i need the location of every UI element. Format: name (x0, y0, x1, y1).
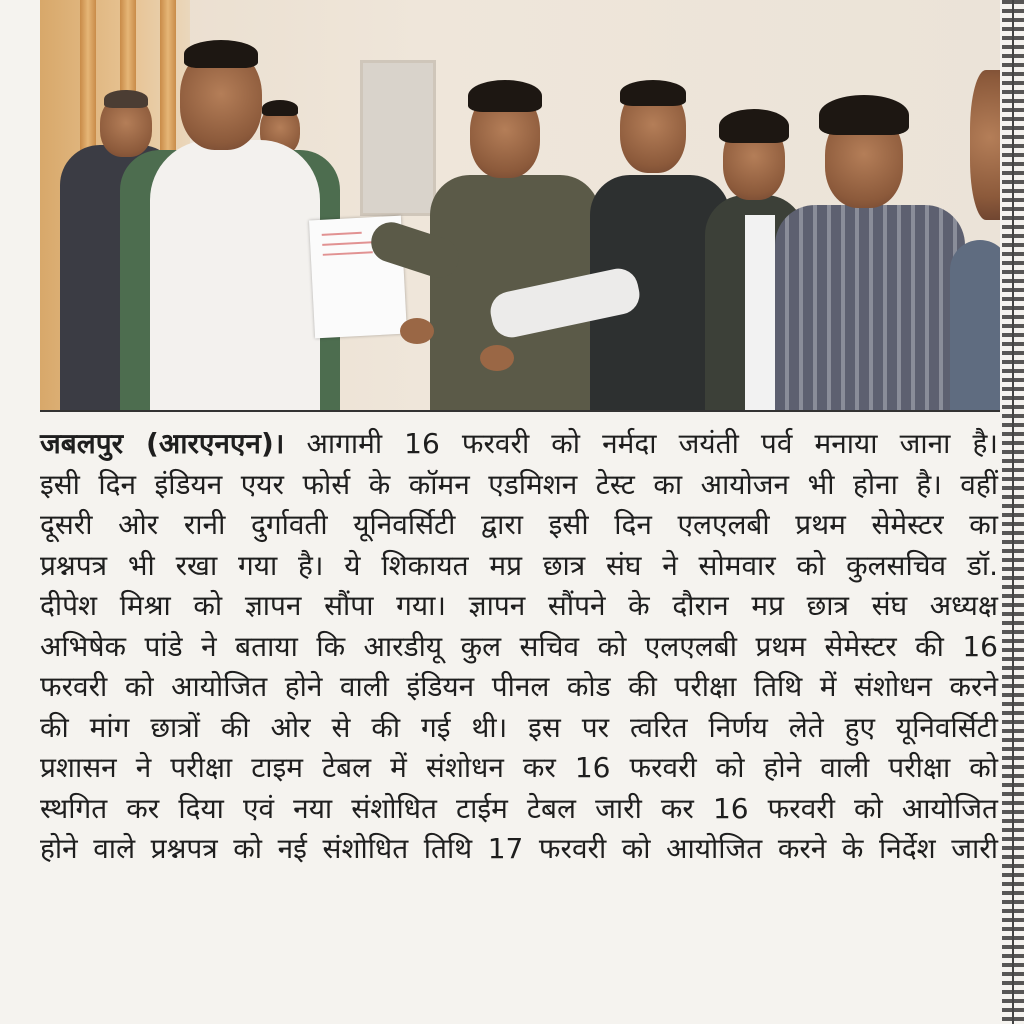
article-line: फरवरी को आयोजित होने वाली इंडियन पीनल कोड की परीक्षा तिथि में संशोधन करने (40, 670, 998, 703)
article-line: अभिषेक पांडे ने बताया कि आरडीयू कुल सचिव को एलएलबी प्रथम सेमेस्टर की 16 (40, 629, 998, 663)
column-rule (1012, 0, 1014, 1024)
article-line: स्थगित कर दिया एवं नया संशोधित टाईम टेबल जारी कर 16 फरवरी को आयोजित (40, 791, 998, 825)
article-dateline: जबलपुर (आरएनएन)। (40, 427, 285, 460)
article-line: जबलपुर (आरएनएन)। आगामी 16 फरवरी को नर्मदा जयंती पर्व मनाया जाना है। (40, 427, 998, 460)
article-line: की मांग छात्रों की ओर से की गई थी। इस पर त्वरित निर्णय लेते हुए यूनिवर्सिटी (40, 710, 998, 744)
article-line: दूसरी ओर रानी दुर्गावती यूनिवर्सिटी द्वारा इसी दिन एलएलबी प्रथम सेमेस्टर का (40, 508, 998, 541)
article-line: प्रशासन ने परीक्षा टाइम टेबल में संशोधन कर 16 फरवरी को होने वाली परीक्षा को (40, 751, 998, 784)
photo-curtain (160, 0, 176, 170)
news-photo (40, 0, 1000, 412)
photo-window (360, 60, 436, 216)
article-line: इसी दिन इंडियन एयर फोर्स के कॉमन एडमिशन टेस्ट का आयोजन भी होना है। वहीं (40, 467, 998, 501)
article-line: प्रश्नपत्र भी रखा गया है। ये शिकायत मप्र छात्र संघ ने सोमवार को कुलसचिव डॉ. (40, 548, 998, 582)
article-body (40, 424, 998, 1024)
article-line: दीपेश मिश्रा को ज्ञापन सौंपा गया। ज्ञापन सौंपने के दौरान मप्र छात्र संघ अध्यक्ष (40, 589, 998, 622)
article-line: होने वाले प्रश्नपत्र को नई संशोधित तिथि 17 फरवरी को आयोजित करने के निर्देश जारी (40, 832, 998, 865)
